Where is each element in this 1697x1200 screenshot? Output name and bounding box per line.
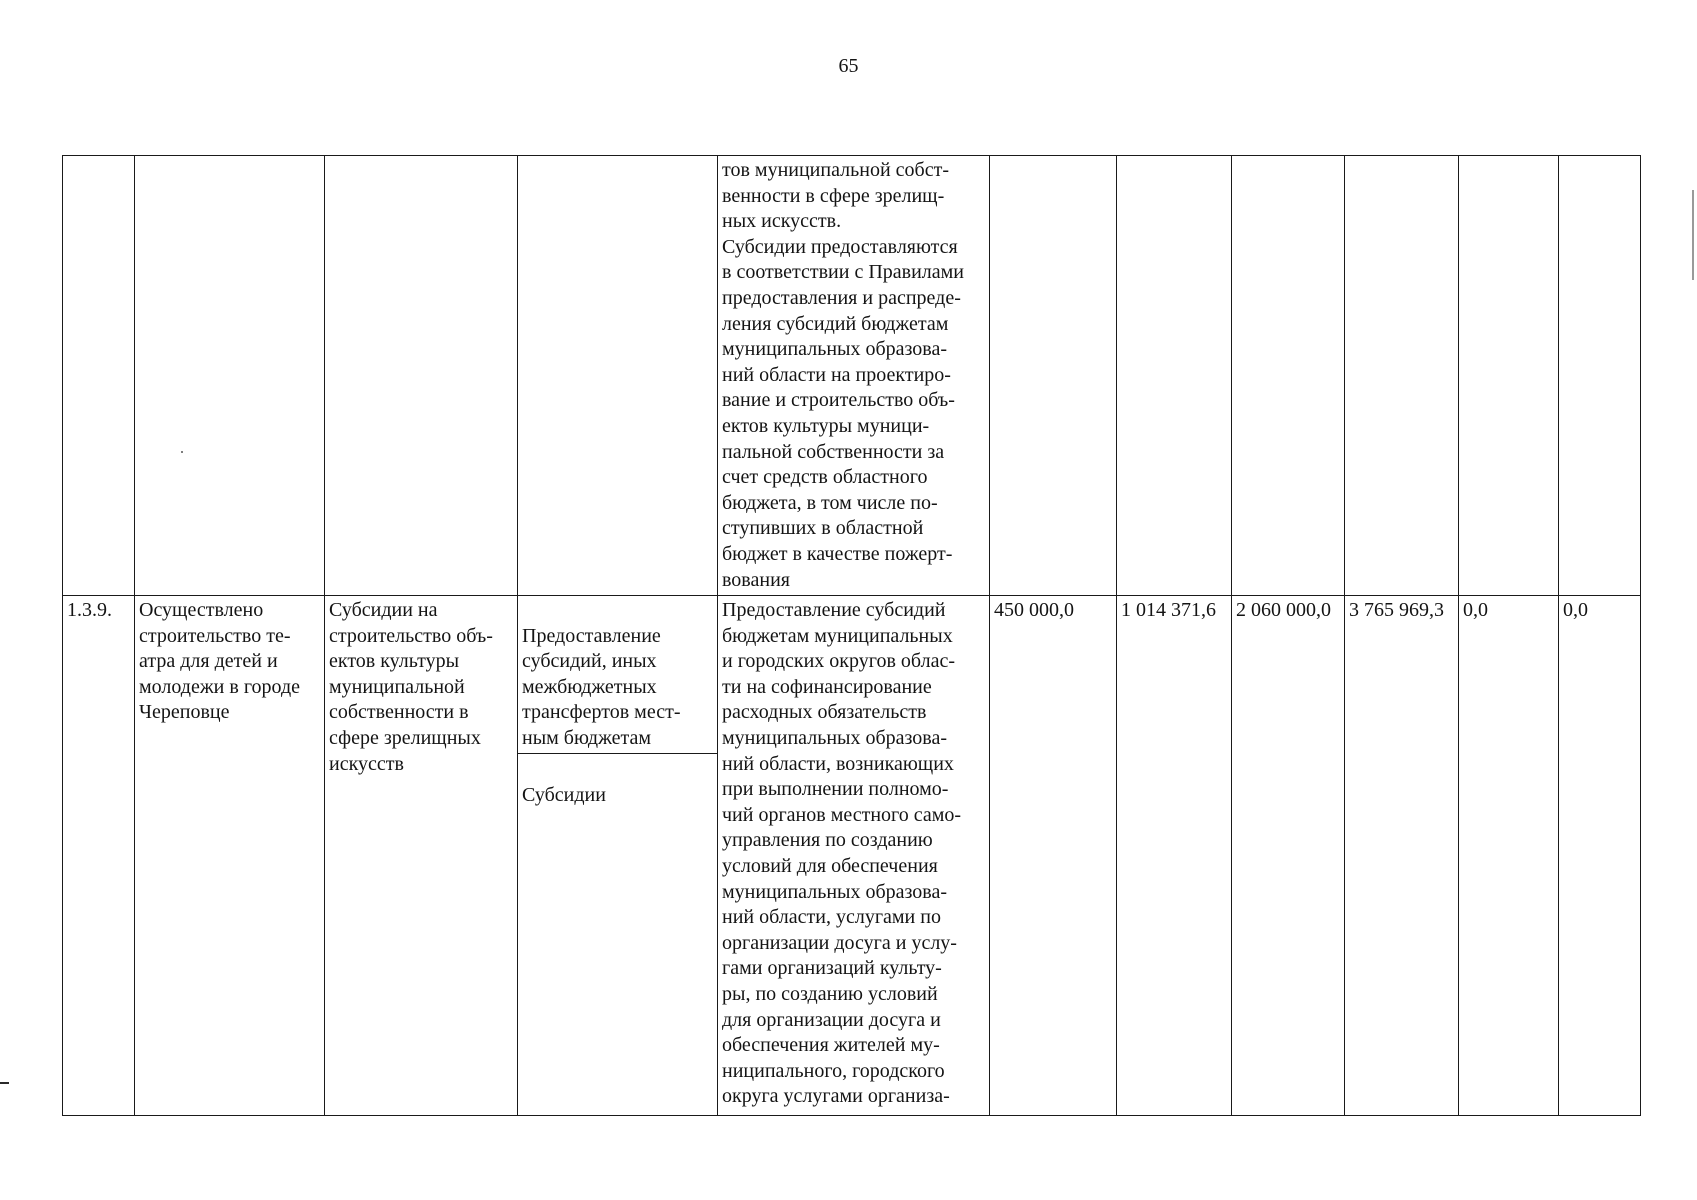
page-number: 65 (838, 55, 859, 77)
cell-description-continuation: тов муниципальной собст- венности в сфере зрелищ- ных искусств. Субсидии предоставляются в соответствии с Правилами предоставления и распреде- ления субсидий бюджетам муниципальных образова- ний области на проектиро- вание и строительство объ- ектов культуры муници- пальной собственности за счет средств областного бюджета, в том числе по- ступивших в областной бюджет в качестве пожерт- вования (718, 156, 990, 596)
scan-edge-mark (1692, 190, 1694, 280)
cell-measure-empty (325, 156, 518, 596)
cell-type-empty (518, 156, 718, 596)
cell-value-empty (1459, 156, 1559, 596)
budget-table (62, 155, 1641, 1116)
table-row-continuation (63, 156, 1641, 596)
cell-value-empty (1232, 156, 1345, 596)
cell-value-empty (1559, 156, 1641, 596)
cell-value-6: 0,0 (1559, 596, 1641, 1116)
cell-value-2: 1 014 371,6 (1117, 596, 1232, 1116)
table-row-1-3-9 (63, 596, 1641, 1116)
cell-value-empty (1345, 156, 1459, 596)
cell-measure: Субсидии на строительство объ- ектов культуры муниципальной собственности в сфере зрелищных искусств (325, 596, 518, 1116)
cell-description: Предоставление субсидий бюджетам муниципальных и городских округов облас- ти на софинансирование расходных обязательств муниципальных образова- ний области, возникающих при выполнении полномо- чий органов местного само- управления по созданию условий для обеспечения муниципальных образова- ний области, услугами по организации досуга и услу- гами организаций культу- ры, по созданию условий для организации досуга и обеспечения жителей му- ниципального, городского округа услугами организа- (718, 596, 990, 1116)
cell-value-empty (990, 156, 1117, 596)
cell-result-empty (135, 156, 325, 596)
cell-type-subsidy: Субсидии (522, 784, 606, 807)
cell-number-empty (63, 156, 135, 596)
cell-type (518, 596, 718, 1116)
cell-value-3: 2 060 000,0 (1232, 596, 1345, 1116)
scan-speck (181, 451, 183, 453)
cell-value-empty (1117, 156, 1232, 596)
scan-edge-mark (0, 1082, 9, 1084)
cell-row-number: 1.3.9. (63, 596, 135, 1116)
cell-value-5: 0,0 (1459, 596, 1559, 1116)
cell-value-1: 450 000,0 (990, 596, 1117, 1116)
cell-value-4: 3 765 969,3 (1345, 596, 1459, 1116)
cell-type-transfer: Предоставление субсидий, иных межбюджетных трансфертов мест- ным бюджетам (518, 622, 717, 754)
cell-result: Осуществлено строительство те- атра для детей и молодежи в городе Череповце (135, 596, 325, 1116)
